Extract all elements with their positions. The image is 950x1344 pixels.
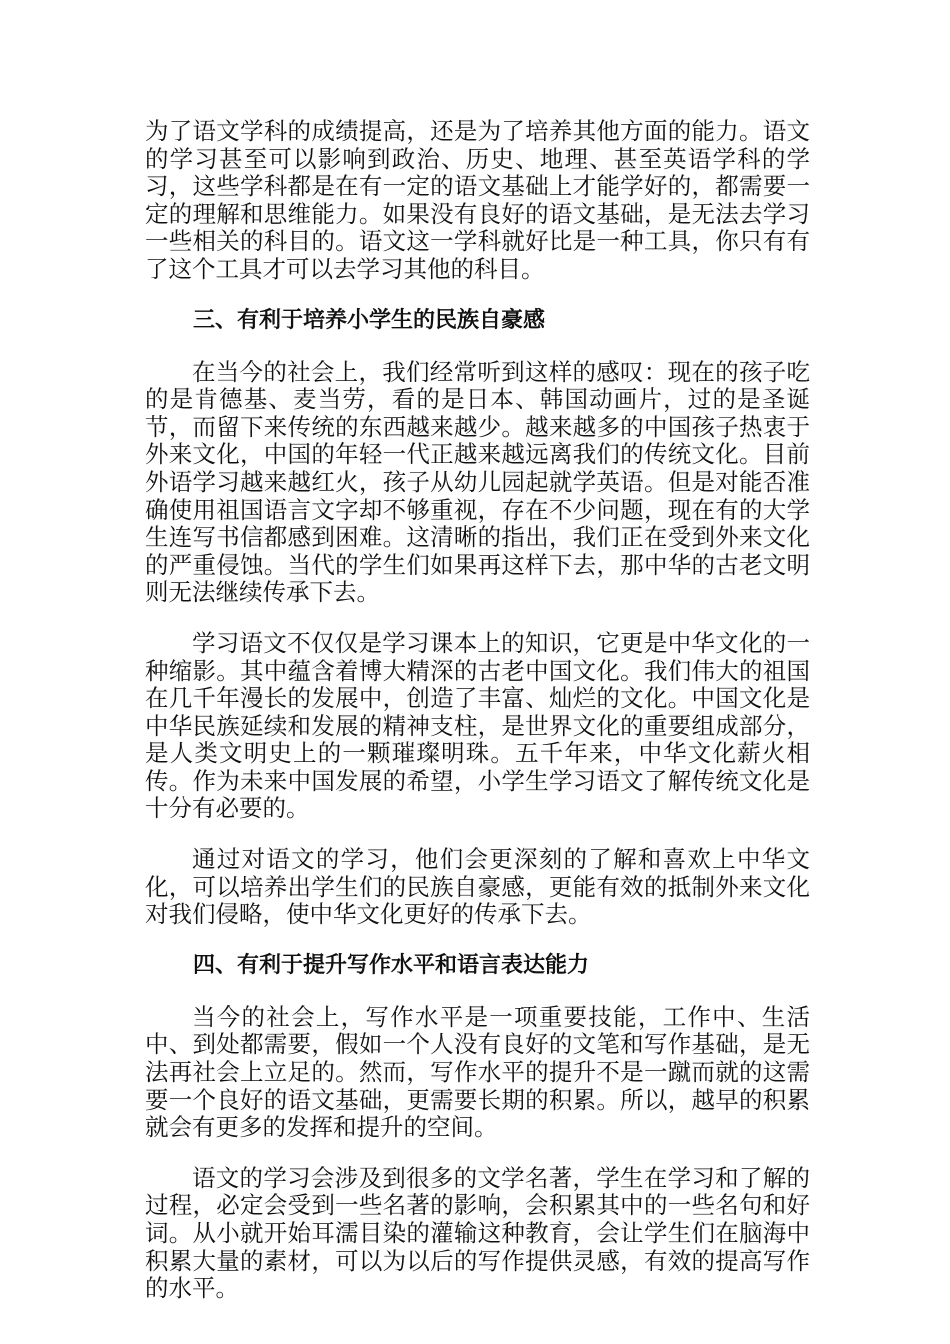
- document-page: [145, 118, 810, 1326]
- paragraph-literary-classics: 语文的学习会涉及到很多的文学名著，学生在学习和了解的过程，必定会受到一些名著的影响，会积累其中的一些名句和好词。从小就开始耳濡目染的灌输这种教育，会让学生们在脑海中积累大量的素材，可以为以后的写作提供灵感，有效的提高写作的水平。: [145, 1163, 810, 1303]
- paragraph-chinese-culture: 学习语文不仅仅是学习课本上的知识，它更是中华文化的一种缩影。其中蕴含着博大精深的古老中国文化。我们伟大的祖国在几千年漫长的发展中，创造了丰富、灿烂的文化。中国文化是中华民族延续和发展的精神支柱，是世界文化的重要组成部分，是人类文明史上的一颗璀璨明珠。五千年来，中华文化薪火相传。作为未来中国发展的希望，小学生学习语文了解传统文化是十分有必要的。: [145, 628, 810, 823]
- paragraph-foreign-culture: 在当今的社会上，我们经常听到这样的感叹：现在的孩子吃的是肯德基、麦当劳，看的是日本、韩国动画片，过的是圣诞节，而留下来传统的东西越来越少。越来越多的中国孩子热衷于外来文化，中国的年轻一代正越来越远离我们的传统文化。目前外语学习越来越红火，孩子从幼儿园起就学英语。但是对能否准确使用祖国语言文字却不够重视，存在不少问题，现在有的大学生连写书信都感到困难。这清晰的指出，我们正在受到外来文化的严重侵蚀。当代的学生们如果再这样下去，那中华的古老文明则无法继续传承下去。: [145, 357, 810, 607]
- paragraph-language-as-tool: 为了语文学科的成绩提高，还是为了培养其他方面的能力。语文的学习甚至可以影响到政治、历史、地理、甚至英语学科的学习，这些学科都是在有一定的语文基础上才能学好的，都需要一定的理解和思维能力。如果没有良好的语文基础，是无法去学习一些相关的科目的。语文这一学科就好比是一种工具，你只有有了这个工具才可以去学习其他的科目。: [145, 117, 810, 283]
- paragraph-national-pride: 通过对语文的学习，他们会更深刻的了解和喜欢上中华文化，可以培养出学生们的民族自豪感，更能有效的抵制外来文化对我们侵略，使中华文化更好的传承下去。: [145, 845, 810, 929]
- section-heading-writing-skills: 四、有利于提升写作水平和语言表达能力: [193, 952, 590, 978]
- paragraph-writing-importance: 当今的社会上，写作水平是一项重要技能，工作中、生活中、到处都需要，假如一个人没有良好的文笔和写作基础，是无法再社会上立足的。然而，写作水平的提升不是一蹴而就的这需要一个良好的语文基础，更需要长期的积累。所以，越早的积累就会有更多的发挥和提升的空间。: [145, 1002, 810, 1142]
- section-heading-national-pride: 三、有利于培养小学生的民族自豪感: [193, 307, 546, 333]
